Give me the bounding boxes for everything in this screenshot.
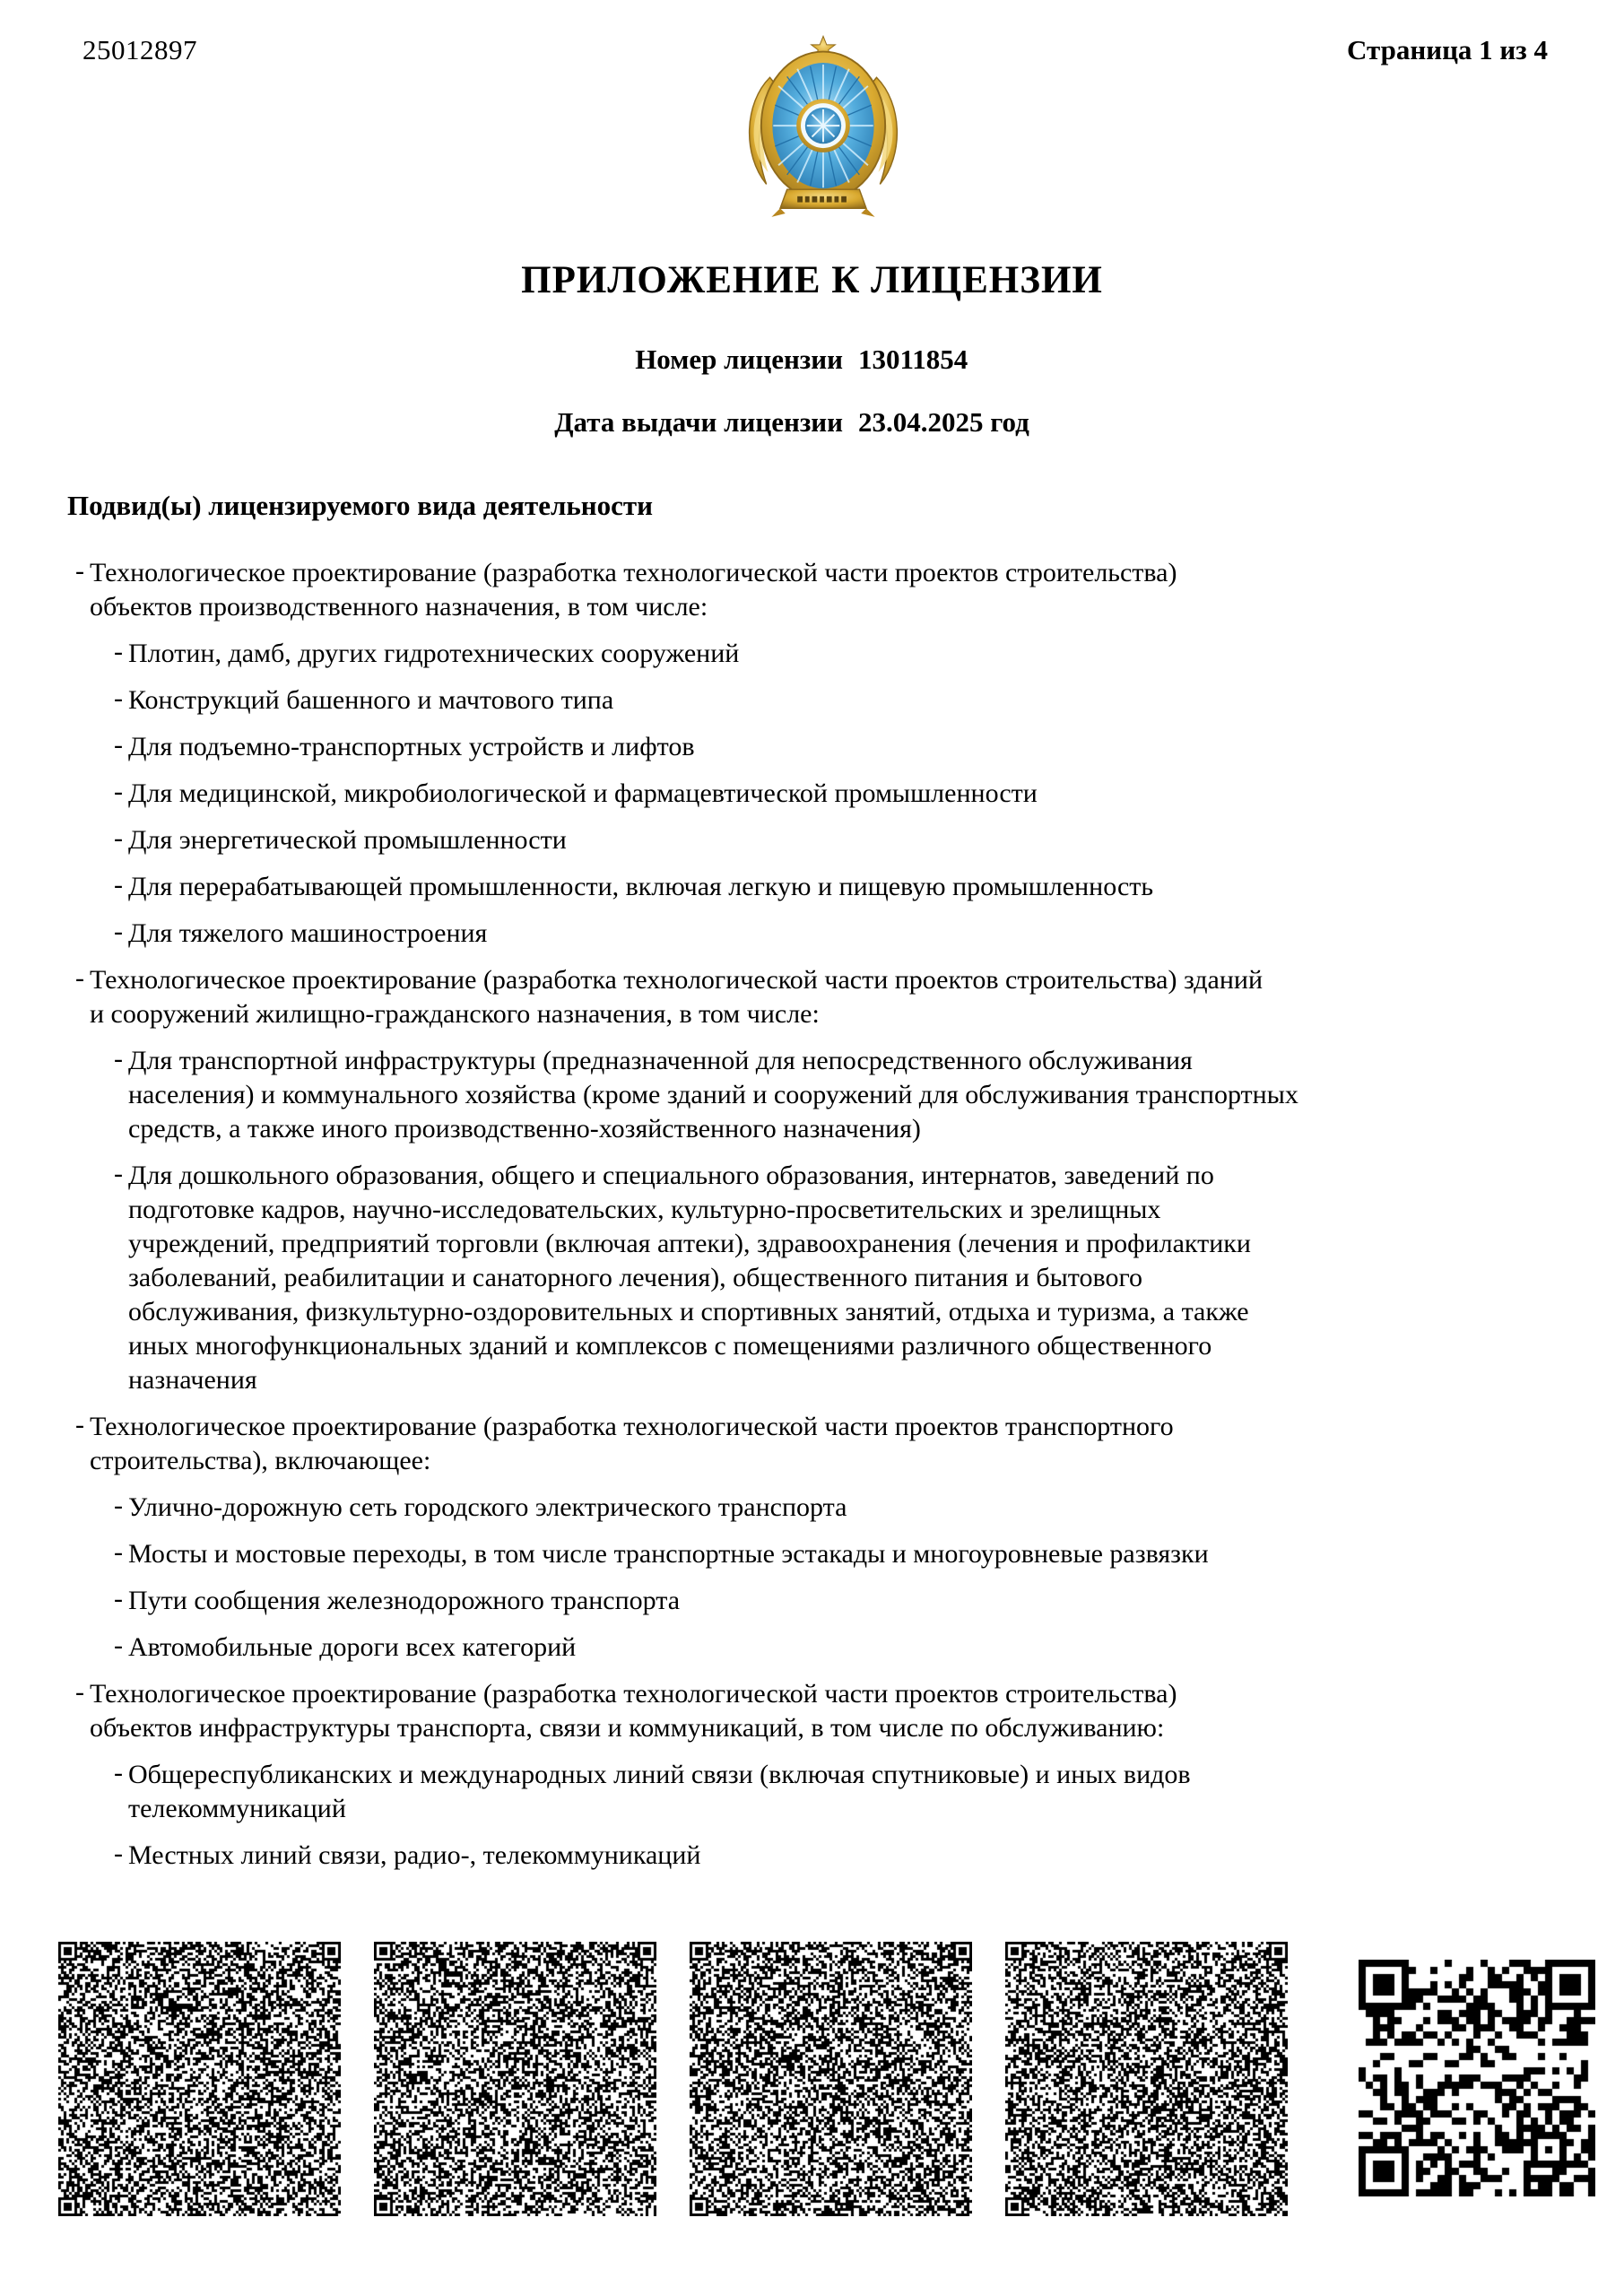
bullet-dash: - bbox=[114, 1758, 123, 1787]
bullet-dash: - bbox=[114, 917, 123, 946]
activity-item bbox=[0, 1631, 1624, 1665]
activity-item bbox=[0, 1044, 1624, 1146]
bullet-dash: - bbox=[75, 556, 84, 586]
license-date-row bbox=[0, 406, 1624, 444]
activity-item bbox=[0, 730, 1624, 764]
activity-item-line: строительства), включающее: bbox=[90, 1446, 431, 1475]
activity-item-line: - Местных линий связи, радио-, телекоммуникаций bbox=[114, 1839, 701, 1870]
kazakhstan-coat-of-arms-icon bbox=[737, 32, 909, 224]
activity-item-line: - Для медицинской, микробиологической и фармацевтической промышленности bbox=[114, 777, 1038, 808]
activity-item bbox=[0, 870, 1624, 904]
activity-item-line: телекоммуникаций bbox=[128, 1794, 346, 1823]
datamatrix-barcode-4 bbox=[1005, 1942, 1288, 2216]
activity-item-line: - Автомобильные дороги всех категорий bbox=[114, 1631, 577, 1662]
bullet-dash: - bbox=[75, 1677, 84, 1707]
bullet-dash: - bbox=[114, 1044, 123, 1074]
activity-item-line: - Плотин, дамб, других гидротехнических сооружений bbox=[114, 637, 740, 668]
activity-list bbox=[0, 556, 1624, 1873]
bullet-dash: - bbox=[114, 730, 123, 760]
activity-item-line: заболеваний, реабилитации и санаторного лечения), общественного питания и бытового bbox=[128, 1263, 1143, 1292]
activity-item-line: - Для дошкольного образования, общего и специального образования, интернатов, заведений по bbox=[114, 1159, 1214, 1190]
activity-item-line: населения) и коммунального хозяйства (кроме зданий и сооружений для обслуживания транспортных bbox=[128, 1080, 1298, 1109]
activity-item-line: объектов инфраструктуры транспорта, связи и коммуникаций, в том числе по обслуживанию: bbox=[90, 1713, 1165, 1743]
activity-item bbox=[0, 1159, 1624, 1397]
datamatrix-barcode-1 bbox=[58, 1942, 341, 2216]
activity-item-line: - Для перерабатывающей промышленности, включая легкую и пищевую промышленность bbox=[114, 870, 1154, 901]
activity-item bbox=[0, 917, 1624, 951]
activity-item-line: средств, а также иного производственно-хозяйственного назначения) bbox=[128, 1114, 921, 1144]
activity-item-line: - Общереспубликанских и международных линий связи (включая спутниковые) и иных видов bbox=[114, 1758, 1191, 1789]
activity-section bbox=[0, 488, 1624, 1873]
bullet-dash: - bbox=[114, 1584, 123, 1613]
activity-item bbox=[0, 1537, 1624, 1571]
activity-item-line: - Улично-дорожную сеть городского электрического транспорта bbox=[114, 1491, 847, 1522]
bullet-dash: - bbox=[114, 823, 123, 853]
license-date-label: Дата выдачи лицензии bbox=[554, 406, 843, 438]
activity-item-line: учреждений, предприятий торговли (включая аптеки), здравоохранения (лечения и профилактики bbox=[128, 1229, 1251, 1258]
license-number-value: 13011854 bbox=[858, 344, 968, 375]
activity-item-line: и сооружений жилищно-гражданского назначения, в том числе: bbox=[90, 999, 820, 1029]
activity-item-line: обслуживания, физкультурно-оздоровительных и спортивных занятий, отдыха и туризма, а также bbox=[128, 1297, 1249, 1326]
activity-item bbox=[0, 1410, 1624, 1478]
activity-item-line: - Пути сообщения железнодорожного транспорта bbox=[114, 1584, 681, 1615]
activity-item-line: - Конструкций башенного и мачтового типа bbox=[114, 683, 614, 715]
page-indicator: Страница 1 из 4 bbox=[1347, 34, 1548, 65]
datamatrix-barcode-3 bbox=[690, 1942, 972, 2216]
license-number-label: Номер лицензии bbox=[635, 344, 843, 375]
bullet-dash: - bbox=[114, 1839, 123, 1868]
activity-item bbox=[0, 683, 1624, 718]
activity-item-line: - Для тяжелого машиностроения bbox=[114, 917, 488, 948]
bullet-dash: - bbox=[114, 1537, 123, 1567]
activity-item bbox=[0, 1677, 1624, 1745]
activity-item-line: назначения bbox=[128, 1365, 257, 1395]
activity-item bbox=[0, 963, 1624, 1031]
activity-item-line: - Технологическое проектирование (разработка технологической части проектов строительства) зданий bbox=[75, 963, 1264, 995]
activity-item bbox=[0, 777, 1624, 811]
activity-item-line: - Для энергетической промышленности bbox=[114, 823, 567, 855]
bullet-dash: - bbox=[114, 1491, 123, 1520]
bullet-dash: - bbox=[114, 1159, 123, 1188]
activity-item bbox=[0, 556, 1624, 624]
license-date-value: 23.04.2025 год bbox=[858, 406, 1029, 438]
activity-item-line: иных многофункциональных зданий и комплексов с помещениями различного общественного bbox=[128, 1331, 1212, 1361]
datamatrix-barcode-2 bbox=[374, 1942, 656, 2216]
bullet-dash: - bbox=[114, 637, 123, 666]
activity-item bbox=[0, 1839, 1624, 1873]
activity-item-line: - Для транспортной инфраструктуры (предназначенной для непосредственного обслуживания bbox=[114, 1044, 1193, 1075]
bullet-dash: - bbox=[75, 963, 84, 993]
activity-item-line: - Технологическое проектирование (разработка технологической части проектов строительства) bbox=[75, 556, 1177, 587]
activity-item-line: объектов производственного назначения, в том числе: bbox=[90, 592, 708, 622]
bullet-dash: - bbox=[114, 1631, 123, 1660]
qr-code bbox=[1359, 1960, 1595, 2196]
activity-item bbox=[0, 1584, 1624, 1618]
section-heading: Подвид(ы) лицензируемого вида деятельности bbox=[67, 490, 653, 521]
activity-item-line: - Для подъемно-транспортных устройств и лифтов bbox=[114, 730, 695, 761]
activity-item bbox=[0, 823, 1624, 857]
activity-item-line: подготовке кадров, научно-исследовательских, культурно-просветительских и зрелищных bbox=[128, 1195, 1161, 1224]
license-number-row bbox=[0, 344, 1624, 381]
activity-item-line: - Технологическое проектирование (разработка технологической части проектов транспортного bbox=[75, 1410, 1174, 1441]
bullet-dash: - bbox=[75, 1410, 84, 1439]
bullet-dash: - bbox=[114, 870, 123, 900]
document-number: 25012897 bbox=[83, 34, 197, 65]
activity-item bbox=[0, 1758, 1624, 1826]
activity-item bbox=[0, 637, 1624, 671]
activity-item bbox=[0, 1491, 1624, 1525]
bullet-dash: - bbox=[114, 683, 123, 713]
activity-item-line: - Мосты и мостовые переходы, в том числе транспортные эстакады и многоуровневые развязки bbox=[114, 1537, 1209, 1569]
bullet-dash: - bbox=[114, 777, 123, 806]
activity-item-line: - Технологическое проектирование (разработка технологической части проектов строительства) bbox=[75, 1677, 1177, 1709]
page-title: ПРИЛОЖЕНИЕ К ЛИЦЕНЗИИ bbox=[521, 259, 1103, 301]
